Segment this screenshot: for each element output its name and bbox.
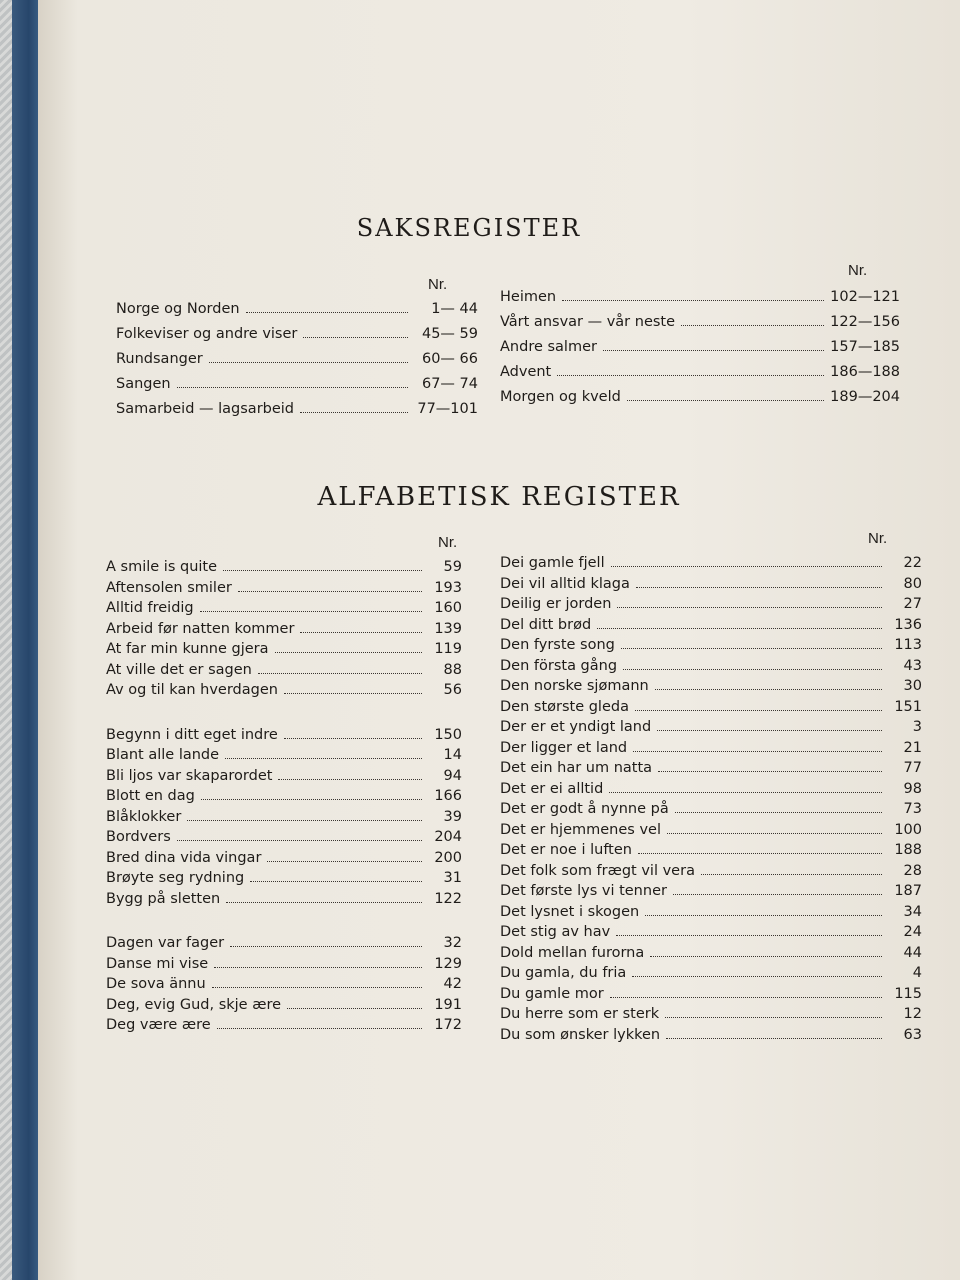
dot-leader <box>562 288 824 301</box>
entry-title: Det ein har um natta <box>500 760 653 776</box>
saksregister-title: SAKSREGISTER <box>356 214 582 242</box>
entry-title: Den norske sjømann <box>500 678 649 694</box>
index-entry <box>500 944 922 965</box>
entry-number: 45— 59 <box>421 326 478 342</box>
dot-leader <box>627 388 824 401</box>
entry-title: Aftensolen smiler <box>106 579 232 596</box>
entry-number: 100 <box>894 821 922 838</box>
entry-title: Det stig av hav <box>500 924 611 940</box>
index-entry <box>500 575 922 596</box>
entry-title: Der er et yndigt land <box>500 719 652 735</box>
index-entry <box>500 862 922 883</box>
entry-number: 139 <box>434 620 462 637</box>
entry-number: 80 <box>903 575 922 592</box>
entry-number: 14 <box>443 747 462 763</box>
dot-leader <box>303 325 408 338</box>
entry-number: 115 <box>894 985 922 1002</box>
dot-leader <box>226 890 422 903</box>
index-entry <box>106 746 462 767</box>
entry-title: Alltid freidig <box>106 600 194 616</box>
entry-number: 28 <box>903 862 922 879</box>
entry-title: Bli ljos var skaparordet <box>106 767 273 784</box>
entry-title: Rundsanger <box>116 351 203 367</box>
entry-title: Deilig er jorden <box>500 596 612 612</box>
entry-number: 189—204 <box>830 389 900 405</box>
entry-number: 63 <box>903 1026 922 1043</box>
entry-number: 42 <box>443 976 462 992</box>
entry-title: Blåklokker <box>106 808 182 825</box>
index-entry <box>106 787 462 808</box>
index-entry <box>500 595 922 616</box>
entry-title: De sova ännu <box>106 976 206 992</box>
index-entry <box>500 1026 922 1047</box>
dot-leader <box>603 338 824 351</box>
entry-title: Brøyte seg rydning <box>106 870 245 886</box>
entry-number: 122 <box>434 890 462 907</box>
entry-number: 27 <box>903 596 922 612</box>
entry-title: Den första gång <box>500 657 618 674</box>
index-entry <box>500 718 922 739</box>
entry-number: 32 <box>443 935 462 951</box>
entry-number: 119 <box>434 641 462 657</box>
entry-title: Samarbeid — lagsarbeid <box>116 401 295 417</box>
alfa-right-column <box>500 554 922 1046</box>
dot-leader <box>633 739 882 752</box>
entry-title: Det første lys vi tenner <box>500 883 667 899</box>
dot-leader <box>610 985 882 998</box>
dot-leader <box>275 640 422 653</box>
alfa-left-column <box>106 558 462 1037</box>
entry-number: 73 <box>903 801 922 817</box>
dot-leader <box>223 558 422 571</box>
dot-leader <box>557 363 824 376</box>
index-entry <box>106 620 462 641</box>
entry-title: Dei gamle fjell <box>500 555 605 571</box>
entry-title: Folkeviser og andre viser <box>116 326 298 342</box>
index-entry <box>106 828 462 849</box>
index-entry <box>500 964 922 985</box>
alfa-nr-label-right: Nr. <box>868 530 888 547</box>
entry-number: 31 <box>443 870 462 886</box>
index-entry <box>106 890 462 911</box>
entry-title: Blant alle lande <box>106 747 220 763</box>
index-entry <box>500 759 922 780</box>
index-entry <box>500 841 922 862</box>
entry-number: 22 <box>903 555 922 571</box>
entry-title: Det lysnet i skogen <box>500 903 640 920</box>
entry-title: Arbeid før natten kommer <box>106 620 295 637</box>
entry-number: 193 <box>434 579 462 596</box>
dot-leader <box>636 575 882 588</box>
index-entry <box>106 996 462 1017</box>
entry-title: Andre salmer <box>500 339 597 355</box>
entry-number: 59 <box>443 559 462 575</box>
index-entry <box>500 985 922 1006</box>
index-entry <box>500 554 922 575</box>
index-entry <box>500 882 922 903</box>
entry-title: Det er hjemmenes vel <box>500 821 661 838</box>
index-entry <box>116 375 478 400</box>
entry-title: Det er godt å nynne på <box>500 801 669 817</box>
index-entry <box>116 400 478 425</box>
index-entry <box>106 808 462 829</box>
index-entry <box>116 350 478 375</box>
dot-leader <box>246 300 408 313</box>
entry-title: Bred dina vida vingar <box>106 849 262 866</box>
entry-number: 200 <box>434 849 462 866</box>
entry-title: Det er ei alltid <box>500 780 604 797</box>
index-entry <box>500 923 922 944</box>
entry-number: 129 <box>434 955 462 972</box>
entry-number: 39 <box>443 808 462 825</box>
entry-title: At ville det er sagen <box>106 661 252 678</box>
entry-number: 172 <box>434 1017 462 1033</box>
index-entry <box>500 338 900 363</box>
entry-title: Det er noe i luften <box>500 842 632 858</box>
entry-number: 67— 74 <box>421 376 478 392</box>
dot-leader <box>278 767 422 780</box>
entry-title: Deg være ære <box>106 1017 211 1033</box>
alfa-nr-label-left: Nr. <box>438 534 458 551</box>
entry-number: 12 <box>903 1006 922 1022</box>
entry-number: 160 <box>434 600 462 616</box>
dot-leader <box>657 718 882 731</box>
alfabetisk-title: ALFABETISK REGISTER <box>317 482 681 512</box>
dot-leader <box>300 620 422 633</box>
entry-number: 102—121 <box>830 289 900 305</box>
saks-left-column <box>116 300 478 425</box>
dot-leader <box>250 869 422 882</box>
entry-number: 1— 44 <box>431 301 478 317</box>
index-entry <box>500 636 922 657</box>
dot-leader <box>675 800 882 813</box>
dot-leader <box>214 955 422 968</box>
entry-number: 56 <box>443 682 462 698</box>
index-entry <box>116 300 478 325</box>
entry-number: 77 <box>903 760 922 776</box>
index-entry <box>106 640 462 661</box>
entry-title: Du som ønsker lykken <box>500 1026 661 1043</box>
dot-leader <box>623 657 882 670</box>
entry-number: 88 <box>443 661 462 678</box>
entry-number: 98 <box>903 780 922 797</box>
dot-leader <box>673 882 882 895</box>
index-entry <box>106 869 462 890</box>
entry-number: 204 <box>434 829 462 845</box>
index-entry <box>106 767 462 788</box>
book-spine <box>12 0 40 1280</box>
entry-number: 30 <box>903 678 922 694</box>
entry-number: 21 <box>903 739 922 756</box>
index-entry <box>106 558 462 579</box>
entry-title: Du herre som er sterk <box>500 1006 660 1022</box>
entry-title: Morgen og kveld <box>500 389 621 405</box>
index-entry <box>106 599 462 620</box>
dot-leader <box>609 780 882 793</box>
entry-number: 94 <box>443 767 462 784</box>
entry-number: 188 <box>894 842 922 858</box>
index-entry <box>106 579 462 600</box>
entry-number: 77—101 <box>417 401 478 417</box>
entry-number: 44 <box>903 944 922 961</box>
dot-leader <box>635 698 882 711</box>
entry-title: Den fyrste song <box>500 637 615 653</box>
book-page <box>38 0 960 1280</box>
entry-title: Blott en dag <box>106 788 195 804</box>
entry-title: Heimen <box>500 289 557 305</box>
index-entry <box>500 363 900 388</box>
index-entry <box>106 661 462 682</box>
index-entry <box>500 657 922 678</box>
entry-title: Sangen <box>116 376 171 392</box>
entry-number: 122—156 <box>830 314 900 330</box>
index-entry <box>106 726 462 747</box>
entry-title: Du gamla, du fria <box>500 965 627 981</box>
entry-title: Danse mi vise <box>106 955 209 972</box>
entry-title: Av og til kan hverdagen <box>106 682 278 698</box>
index-entry <box>500 1005 922 1026</box>
entry-title: Bordvers <box>106 829 171 845</box>
entry-title: At far min kunne gjera <box>106 641 269 657</box>
entry-title: Vårt ansvar — vår neste <box>500 314 676 330</box>
dot-leader <box>209 350 408 363</box>
index-entry <box>500 616 922 637</box>
dot-leader <box>597 616 882 629</box>
entry-title: Det folk som frægt vil vera <box>500 862 695 879</box>
dot-leader <box>258 661 422 674</box>
index-entry <box>500 800 922 821</box>
dot-leader <box>201 787 422 800</box>
dot-leader <box>238 579 422 592</box>
dot-leader <box>617 595 882 608</box>
saks-nr-label-left: Nr. <box>428 276 448 293</box>
entry-number: 187 <box>894 883 922 899</box>
dot-leader <box>287 996 422 1009</box>
index-entry <box>500 698 922 719</box>
dot-leader <box>638 841 882 854</box>
dot-leader <box>284 726 422 739</box>
entry-title: Advent <box>500 364 552 380</box>
dot-leader <box>621 636 882 649</box>
dot-leader <box>212 975 422 988</box>
dot-leader <box>267 849 422 862</box>
dot-leader <box>645 903 882 916</box>
group-spacer <box>106 910 462 934</box>
entry-title: Del ditt brød <box>500 616 592 633</box>
entry-title: Dei vil alltid klaga <box>500 575 630 592</box>
dot-leader <box>611 554 882 567</box>
index-entry <box>500 821 922 842</box>
entry-number: 191 <box>434 996 462 1013</box>
entry-number: 43 <box>903 657 922 674</box>
index-entry <box>106 975 462 996</box>
index-entry <box>500 780 922 801</box>
saks-right-column <box>500 288 900 413</box>
dot-leader <box>230 934 422 947</box>
index-entry <box>106 955 462 976</box>
entry-number: 151 <box>894 698 922 715</box>
entry-title: Der ligger et land <box>500 739 628 756</box>
dot-leader <box>650 944 882 957</box>
entry-number: 24 <box>903 924 922 940</box>
dot-leader <box>225 746 422 759</box>
dot-leader <box>666 1026 882 1039</box>
entry-number: 136 <box>894 616 922 633</box>
dot-leader <box>632 964 882 977</box>
dot-leader <box>200 599 422 612</box>
entry-title: Du gamle mor <box>500 985 604 1002</box>
dot-leader <box>300 400 408 413</box>
entry-number: 4 <box>912 965 922 981</box>
dot-leader <box>187 808 422 821</box>
entry-title: Deg, evig Gud, skje ære <box>106 996 282 1013</box>
index-entry <box>500 388 900 413</box>
dot-leader <box>177 375 408 388</box>
entry-title: Den største gleda <box>500 698 629 715</box>
dot-leader <box>667 821 882 834</box>
entry-title: A smile is quite <box>106 559 218 575</box>
dot-leader <box>284 681 422 694</box>
dot-leader <box>217 1016 422 1029</box>
index-entry <box>106 1016 462 1037</box>
entry-title: Dold mellan furorna <box>500 944 645 961</box>
index-entry <box>106 681 462 702</box>
index-entry <box>500 288 900 313</box>
entry-number: 166 <box>434 788 462 804</box>
dot-leader <box>616 923 882 936</box>
entry-title: Norge og Norden <box>116 301 240 317</box>
dot-leader <box>681 313 824 326</box>
index-entry <box>500 739 922 760</box>
index-entry <box>106 934 462 955</box>
dot-leader <box>655 677 882 690</box>
entry-number: 113 <box>894 637 922 653</box>
entry-number: 186—188 <box>830 364 900 380</box>
index-entry <box>500 903 922 924</box>
dot-leader <box>701 862 882 875</box>
entry-title: Dagen var fager <box>106 935 225 951</box>
entry-number: 34 <box>903 903 922 920</box>
entry-title: Begynn i ditt eget indre <box>106 726 278 743</box>
dot-leader <box>658 759 882 772</box>
entry-number: 3 <box>912 719 922 735</box>
entry-number: 60— 66 <box>421 351 478 367</box>
index-entry <box>106 849 462 870</box>
entry-number: 150 <box>434 726 462 743</box>
group-spacer <box>106 702 462 726</box>
entry-title: Bygg på sletten <box>106 890 221 907</box>
dot-leader <box>177 828 422 841</box>
saks-nr-label-right: Nr. <box>848 262 868 279</box>
index-entry <box>500 677 922 698</box>
index-entry <box>116 325 478 350</box>
index-entry <box>500 313 900 338</box>
dot-leader <box>665 1005 882 1018</box>
entry-number: 157—185 <box>830 339 900 355</box>
